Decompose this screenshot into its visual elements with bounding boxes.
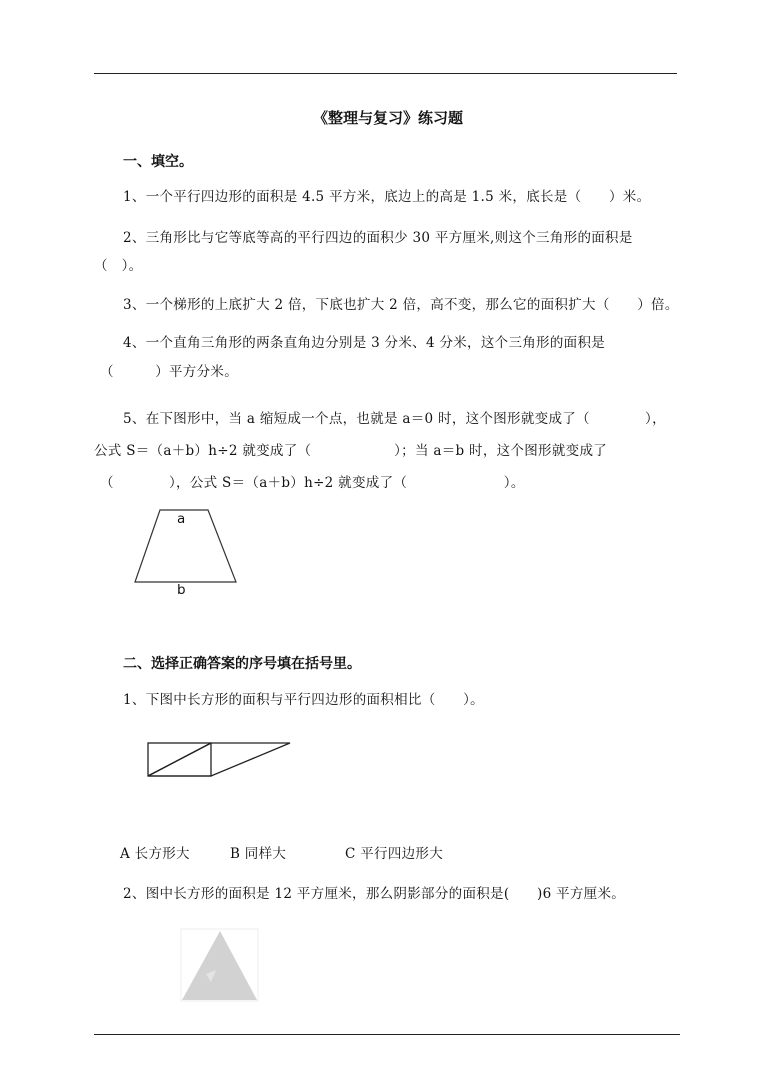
trapezoid-label-a: a: [177, 511, 186, 527]
trapezoid-label-b: b: [177, 582, 186, 598]
option-b: B 同样大: [230, 846, 287, 862]
shaded-triangle-figure: [180, 928, 260, 1003]
question-2-2: 2、图中长方形的面积是 12 平方厘米，那么阴影部分的面积是( )6 平方厘米。: [123, 886, 626, 902]
page-title: 《整理与复习》练习题: [312, 109, 463, 127]
question-1-4-line1: 4、一个直角三角形的两条直角边分别是 3 分米、4 分米，这个三角形的面积是: [123, 335, 606, 351]
section1-heading: 一、填空。: [123, 154, 193, 170]
parallelogram-shape: [148, 743, 290, 776]
top-rule: [94, 73, 677, 74]
question-2-1: 1、下图中长方形的面积与平行四边形的面积相比（ ）。: [123, 692, 484, 708]
bottom-rule: [94, 1034, 680, 1035]
option-a: A 长方形大: [120, 846, 190, 862]
question-1-2-line2: （ ）。: [94, 258, 143, 274]
question-1-3: 3、一个梯形的上底扩大 2 倍，下底也扩大 2 倍，高不变，那么它的面积扩大（ ）倍。: [123, 297, 679, 313]
question-1-5-line3: （ ），公式 S＝（a＋b）h÷2 就变成了（ ）。: [100, 475, 525, 491]
rectangle-parallelogram-figure: [145, 740, 295, 780]
question-1-5-line1: 5、在下图形中，当 a 缩短成一个点，也就是 a＝0 时，这个图形就变成了（ ），: [123, 411, 666, 427]
section2-heading: 二、选择正确答案的序号填在括号里。: [123, 656, 361, 672]
option-c: C 平行四边形大: [345, 846, 444, 862]
diagonal-line: [148, 743, 211, 776]
question-1-2-line1: 2、三角形比与它等底等高的平行四边的面积少 30 平方厘米,则这个三角形的面积是: [123, 230, 633, 246]
question-1-5-line2: 公式 S＝（a＋b）h÷2 就变成了（ ）；当 a＝b 时，这个图形就变成了: [94, 443, 608, 459]
trapezoid-figure: [130, 505, 245, 600]
question-1-4-line2: （ ）平方分米。: [100, 364, 238, 380]
question-1-1: 1、一个平行四边形的面积是 4.5 平方米，底边上的高是 1.5 米，底长是（ ）米。: [123, 189, 651, 205]
